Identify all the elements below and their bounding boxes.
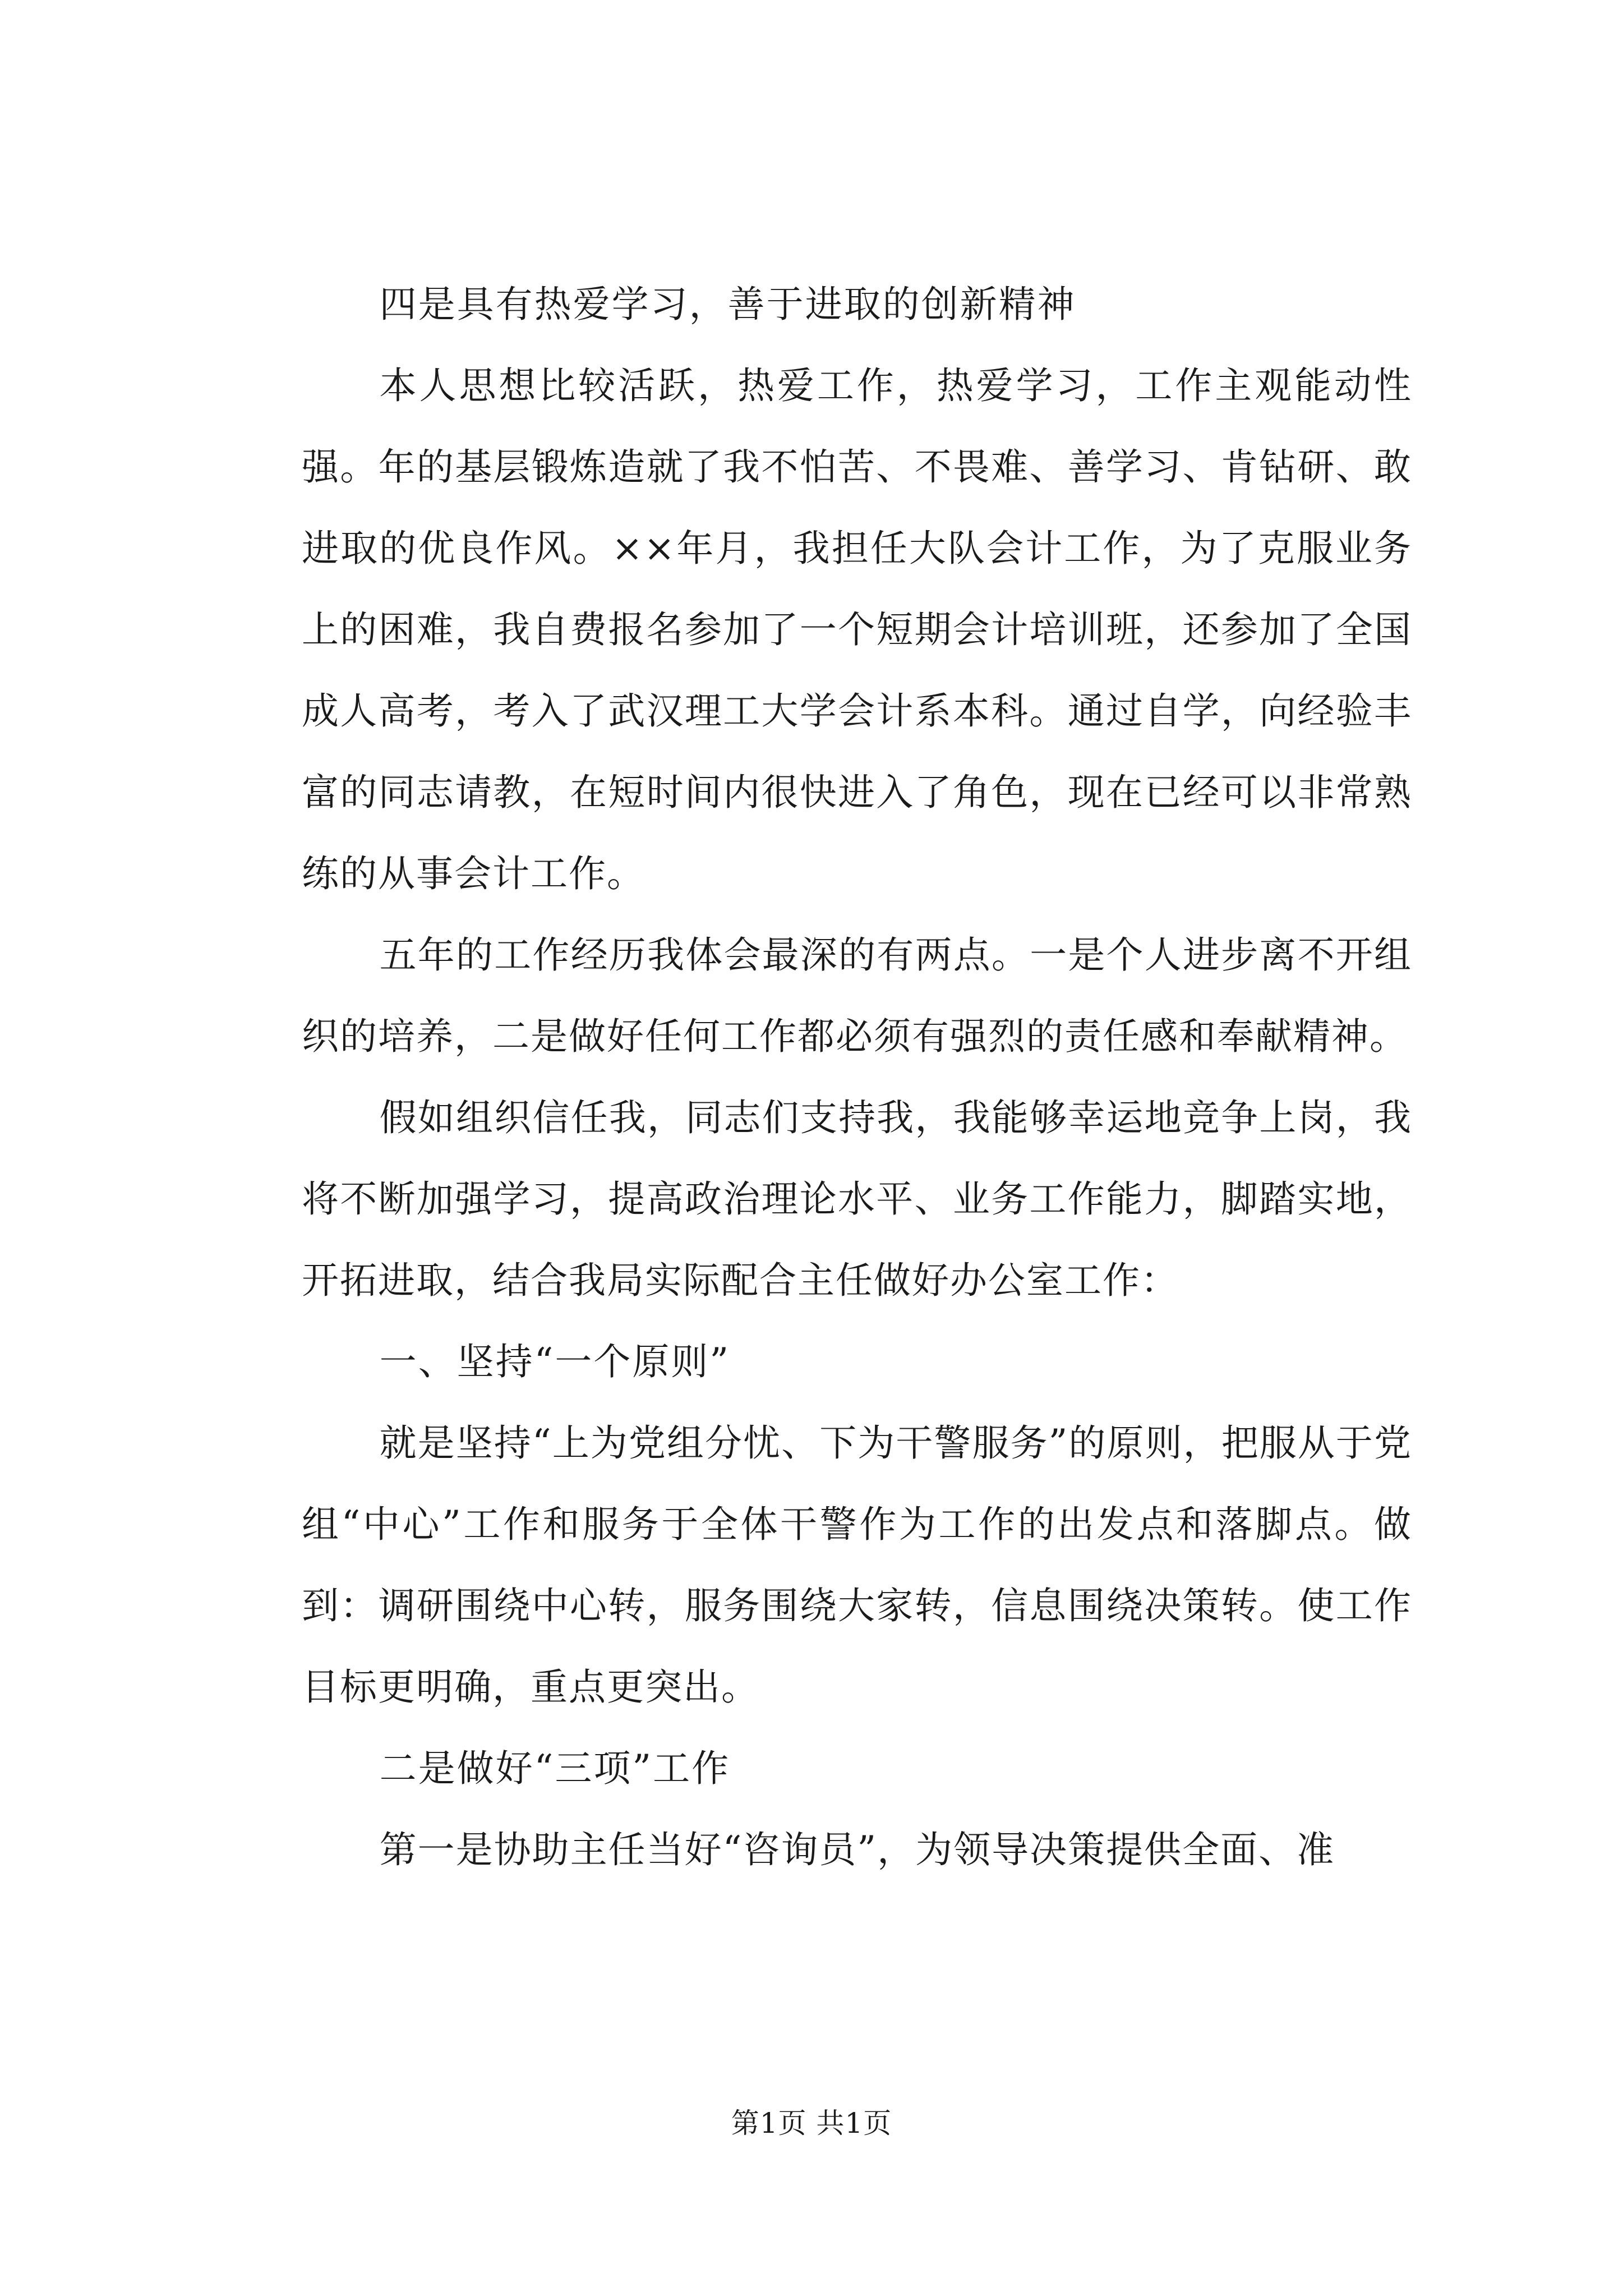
- paragraph-self-description: 本人思想比较活跃，热爱工作，热爱学习，工作主观能动性强。年的基层锻炼造就了我不怕苦、不畏难、善学习、肯钻研、敢进取的优良作风。××年月，我担任大队会计工作，为了克服业务上的困难，我自费报名参加了一个短期会计培训班，还参加了全国成人高考，考入了武汉理工大学会计系本科。通过自学，向经验丰富的同志请教，在短时间内很快进入了角色，现在已经可以非常熟练的从事会计工作。: [302, 364, 1412, 895]
- section-heading-learning: 四是具有热爱学习，善于进取的创新精神: [379, 283, 1076, 326]
- paragraph-consultant: 第一是协助主任当好“咨询员”，为领导决策提供全面、准: [379, 1828, 1335, 1871]
- section-heading-principle: 一、坚持“一个原则”: [379, 1340, 731, 1383]
- paragraph-principle: 就是坚持“上为党组分忧、下为干警服务”的原则，把服从于党组“中心”工作和服务于全体干警作为工作的出发点和落脚点。做到：调研围绕中心转，服务围绕大家转，信息围绕决策转。使工作目标更明确，重点更突出。: [302, 1421, 1412, 1709]
- page-footer: 第1页 共1页: [731, 2107, 892, 2139]
- paragraph-commitment: 假如组织信任我，同志们支持我，我能够幸运地竞争上岗，我将不断加强学习，提高政治理论水平、业务工作能力，脚踏实地，开拓进取，结合我局实际配合主任做好办公室工作：: [302, 1096, 1412, 1302]
- paragraph-work-experience: 五年的工作经历我体会最深的有两点。一是个人进步离不开组织的培养，二是做好任何工作都必须有强烈的责任感和奉献精神。: [302, 933, 1412, 1058]
- document-body: [302, 264, 1412, 1890]
- section-heading-three-tasks: 二是做好“三项”工作: [379, 1747, 731, 1790]
